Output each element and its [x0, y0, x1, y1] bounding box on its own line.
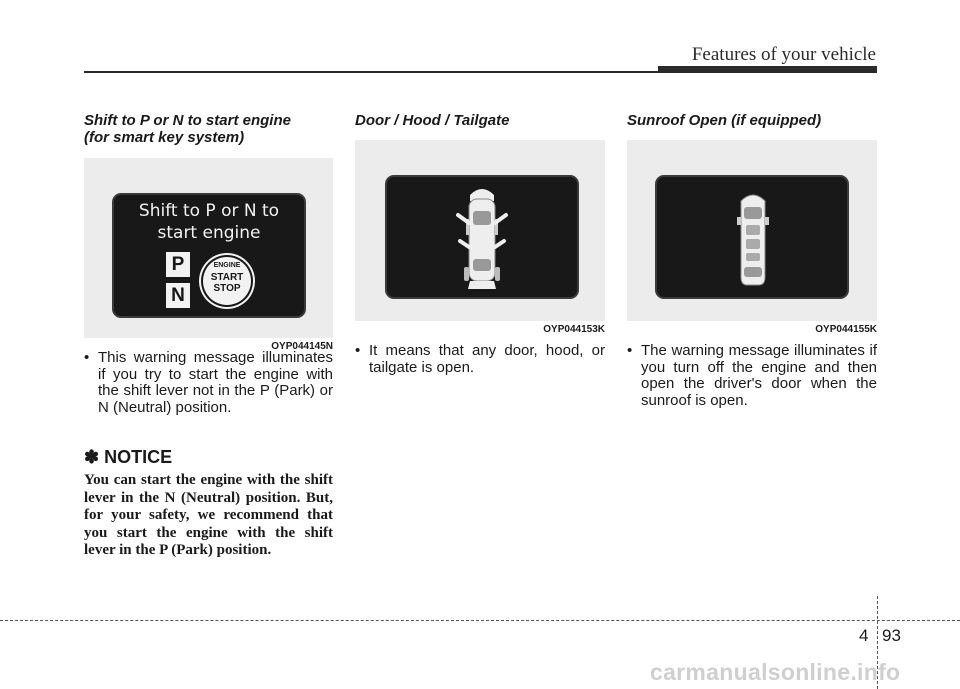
figure-shift-to-p-or-n: [84, 158, 333, 338]
header-rule-thick: [658, 66, 877, 73]
button-line-3: STOP: [213, 283, 241, 294]
section-title-sunroof-open: Sunroof Open (if equipped): [627, 112, 822, 129]
figure-door-hood-tailgate: [355, 140, 605, 321]
cluster-display-screen: [112, 193, 306, 318]
gear-p-indicator: P: [166, 252, 190, 277]
bullet-item: [355, 343, 605, 376]
cluster-display-screen: [385, 175, 579, 299]
notice-heading-text: NOTICE: [104, 447, 173, 467]
page-number: 93: [882, 626, 901, 645]
bullet-text: This warning message illuminates if you try to start the engine with the shift lever not in the P (Park) or N (Neutral) position.: [98, 349, 333, 416]
gear-n-indicator: N: [166, 283, 190, 308]
bullet-item: [627, 343, 877, 409]
button-line-2: START: [210, 272, 244, 283]
cluster-display-screen: [655, 175, 849, 299]
footer-trim-line: [0, 620, 960, 621]
figure-code: OYP044153K: [543, 324, 605, 335]
bullet-item: [84, 350, 333, 416]
bullet-dot-icon: •: [84, 349, 90, 366]
bullet-dot-icon: •: [627, 342, 633, 359]
car-sunroof-open-icon: [735, 187, 771, 289]
bullet-dot-icon: •: [355, 342, 361, 359]
header-rule: [84, 71, 660, 73]
watermark: carmanualsonline.info: [650, 659, 901, 685]
display-message: [114, 200, 304, 244]
engine-start-stop-button-icon: [203, 257, 251, 305]
section-title-shift-to-p-or-n: [84, 112, 344, 146]
car-doors-open-icon: [452, 181, 512, 295]
figure-sunroof-open: [627, 140, 877, 321]
notice-body: You can start the engine with the shift lever in the N (Neutral) position. But, for your safety, we recommend that you start the engine with the shift lever in the P (Park) position.: [84, 472, 333, 558]
section-title-door-hood-tailgate: Door / Hood / Tailgate: [355, 112, 510, 129]
section-title-line-2: (for smart key system): [84, 129, 245, 146]
figure-code: OYP044145N: [271, 341, 333, 352]
notice-star-icon: ✽: [84, 447, 100, 467]
bullet-text: The warning message illuminates if you turn off the engine and then open the driver's door when the sunroof is open.: [641, 342, 877, 409]
button-line-1: ENGINE: [213, 262, 241, 269]
display-message-line-1: Shift to P or N to: [138, 201, 280, 221]
running-header-title: Features of your vehicle: [691, 44, 876, 65]
display-message-line-2: start engine: [157, 223, 261, 243]
section-title-line-1: Shift to P or N to start engine: [84, 112, 291, 129]
notice-heading: [84, 447, 172, 468]
bullet-text: It means that any door, hood, or tailgate is open.: [369, 342, 605, 376]
figure-code: OYP044155K: [815, 324, 877, 335]
chapter-number: 4: [859, 626, 869, 645]
